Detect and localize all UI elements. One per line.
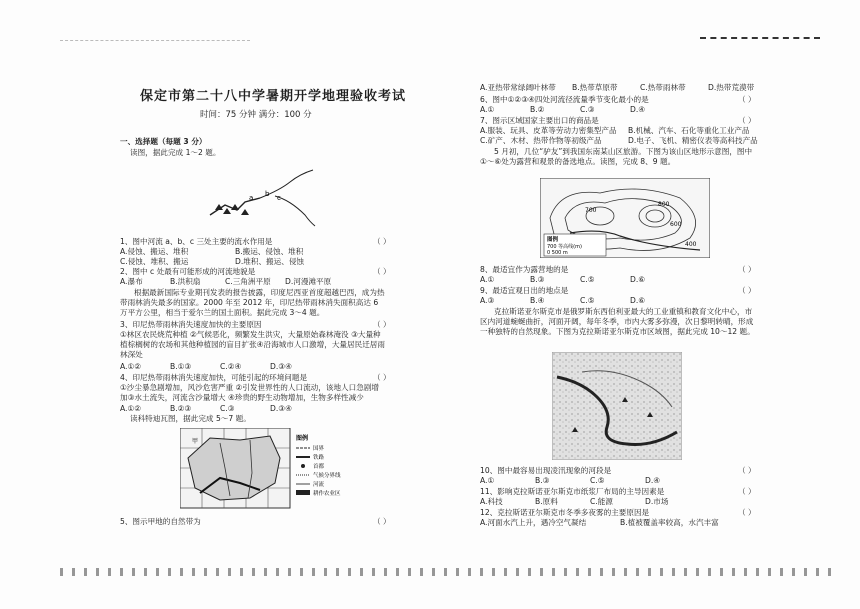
section-heading: 一、选择题（每题 3 分） (120, 137, 207, 146)
contour-label: 700 (585, 207, 597, 214)
contour-map (540, 178, 710, 258)
question-intro: 读科特迪瓦图，据此完成 5～7 题。 (130, 414, 251, 423)
answer-paren: （ ） (373, 320, 391, 329)
question-3: 3、印尼热带雨林消失速度加快的主要原因 (120, 320, 262, 329)
option-a: A.科技 (480, 497, 503, 506)
answer-paren: （ ） (373, 267, 391, 276)
answer-paren: （ ） (738, 286, 756, 295)
legend-farming: 耕作农业区 (313, 491, 341, 497)
option-b: B.洪积扇 (170, 277, 201, 286)
mountain-icon (215, 204, 249, 215)
question-6: 6、图中①②③④四处河流径流量季节变化最小的是 (480, 95, 649, 104)
option-a: A.服装、玩具、皮革等劳动力密集型产品 (480, 126, 617, 135)
option-b: B.原料 (535, 497, 558, 506)
answer-paren: （ ） (738, 265, 756, 274)
question-9: 9、最适宜观日出的地点是 (480, 286, 569, 295)
legend-scale: 0 500 m (547, 250, 568, 256)
map-label-jia: 甲 (192, 438, 199, 445)
question-4-statements: ①沙尘暴急剧增加，风沙危害严重 ②引发世界性的人口流动，该地人口急剧增加③水土流失，河流含沙量增大 ④珍贵的野生动物增加，生物多样性减少 (120, 383, 380, 402)
option-a: A.① (480, 476, 495, 485)
option-b: B.③ (535, 476, 550, 485)
cote-divoire-map (180, 428, 370, 510)
legend-contour: 700 等高线(m) (547, 244, 582, 250)
legend-climate-line: 气候分界线 (313, 473, 341, 479)
coastline (275, 196, 315, 226)
option-a: A.③ (480, 296, 495, 305)
option-b: B.热带草原带 (572, 83, 618, 92)
legend-railway: 铁路 (313, 455, 325, 461)
option-c: C.侵蚀、堆积、搬运 (120, 257, 189, 266)
legend-capital: 首都 (313, 464, 325, 470)
question-intro: 读图，据此完成 1～2 题。 (130, 148, 221, 157)
contour-label: 400 (685, 241, 697, 248)
exam-meta: 时间：75 分钟 满分：100 分 (200, 110, 312, 120)
question-10: 10、图中最容易出现凌汛现象的河段是 (480, 466, 612, 475)
option-a: A.①② (120, 404, 142, 413)
option-b: B.①③ (170, 362, 192, 371)
option-d: D.④ (630, 105, 646, 114)
scan-noise (60, 568, 840, 576)
option-d: D.④ (645, 476, 661, 485)
option-a: A.河面水汽上升，遇冷空气凝结 (480, 518, 587, 527)
option-a: A.瀑布 (120, 277, 143, 286)
legend-border: 国界 (313, 446, 325, 452)
option-a: A.侵蚀、搬运、堆积 (120, 247, 189, 256)
option-a: A.亚热带常绿阔叶林带 (480, 83, 556, 92)
question-3-statements: ①林区农民烧荒种植 ②气候恶化，频繁发生洪灾，大量原始森林淹没 ③大量种植棕榈树的农场和其他种植园的盲目扩张④沿海城市人口激增，大量居民迁居雨林深处 (120, 330, 385, 359)
option-b: B.植被覆盖率较高，水汽丰富 (620, 518, 719, 527)
option-b: B.搬运、侵蚀、堆积 (235, 247, 304, 256)
question-1: 1、图中河流 a、b、c 三处主要的流水作用是 (120, 237, 273, 246)
option-b: B.② (530, 105, 545, 114)
river-sketch-map (205, 160, 325, 230)
option-c: C.热带雨林带 (640, 83, 686, 92)
question-4: 4、印尼热带雨林消失速度加快，可能引起的环境问题是 (120, 373, 308, 382)
contour-label: 600 (670, 221, 682, 228)
option-d: D.③④ (270, 362, 292, 371)
option-c: C.⑤ (590, 476, 605, 485)
option-c: C.③ (580, 105, 595, 114)
option-c: C.⑤ (580, 275, 595, 284)
answer-paren: （ ） (738, 508, 756, 517)
option-c: C.能源 (590, 497, 613, 506)
passage-mountain: 5 月初，几位“驴友”到我国东南某山区旅游。下图为该山区地形示意图，图中①～⑥处为露营和观景的备选地点。读图，完成 8、9 题。 (480, 147, 753, 166)
option-c: C.③ (220, 404, 235, 413)
option-d: D.⑥ (630, 275, 646, 284)
krasnoyarsk-region-map (552, 352, 682, 460)
option-b: B.机械、汽车、石化等重化工业产品 (628, 126, 750, 135)
map-label-a: a (249, 194, 254, 202)
exam-title: 保定市第二十八中学暑期开学地理验收考试 (140, 89, 407, 104)
answer-paren: （ ） (738, 116, 756, 125)
answer-paren: （ ） (738, 466, 756, 475)
question-12: 12、克拉斯诺亚尔斯克市冬季多夜雾的主要原因是 (480, 508, 650, 517)
legend-title: 图例 (296, 435, 309, 442)
scan-artifact (700, 37, 820, 39)
option-b: B.④ (530, 296, 545, 305)
question-7: 7、图示区域国家主要出口的商品是 (480, 116, 599, 125)
question-5: 5、图示甲地的自然带为 (120, 517, 201, 526)
option-d: D.河漫滩平原 (285, 277, 332, 286)
passage-krasnoyarsk: 克拉斯诺亚尔斯克市是俄罗斯东西伯利亚最大的工业重镇和教育文化中心，市区内河道蜿蜒曲折，河面开阔，每年冬季，市内大雾多弥漫，次日黎明转晴，形成一种独特的自然现象。下图为克拉斯诺亚尔斯克市区域图，据此完成 10～12 题。 (480, 307, 755, 336)
scan-artifact (60, 40, 250, 41)
answer-paren: （ ） (738, 487, 756, 496)
option-a: A.① (480, 275, 495, 284)
passage-rainforest: 根据最新国际专业期刊发表的报告披露，印度尼西亚首度超越巴西，成为热带雨林消失最多的国家。2000 年至 2012 年，印尼热带雨林消失面积高达 6 万平方公里，相当于爱尔兰的国土面积。据此完成 3～4 题。 (120, 288, 385, 317)
option-c: C.②④ (220, 362, 242, 371)
option-b: B.②③ (170, 404, 192, 413)
option-d: D.堆积、搬运、侵蚀 (235, 257, 305, 266)
question-2: 2、图中 c 处最有可能形成的河流地貌是 (120, 267, 256, 276)
option-d: D.电子、飞机、精密仪表等高科技产品 (628, 136, 758, 145)
legend-swatch (296, 490, 310, 495)
option-b: B.③ (530, 275, 545, 284)
option-d: D.市场 (645, 497, 669, 506)
answer-paren: （ ） (373, 237, 391, 246)
option-a: A.① (480, 105, 495, 114)
legend-title: 图例 (547, 237, 559, 243)
question-11: 11、影响克拉斯诺亚尔斯克市纸浆厂布局的主导因素是 (480, 487, 665, 496)
map-label-c: c (277, 194, 281, 202)
option-d: D.⑥ (630, 296, 646, 305)
contour-label: 800 (658, 201, 670, 208)
answer-paren: （ ） (738, 95, 756, 104)
legend-river: 河流 (313, 482, 325, 488)
option-a: A.①② (120, 362, 142, 371)
question-8: 8、最适宜作为露营地的是 (480, 265, 569, 274)
legend-swatch (301, 464, 305, 468)
option-c: C.⑤ (580, 296, 595, 305)
answer-paren: （ ） (373, 517, 391, 526)
answer-paren: （ ） (373, 373, 391, 382)
option-d: D.③④ (270, 404, 292, 413)
option-c: C.矿产、木材、热带作物等初级产品 (480, 136, 602, 145)
option-d: D.热带荒漠带 (708, 83, 755, 92)
option-c: C.三角洲平原 (225, 277, 271, 286)
map-label-b: b (265, 190, 270, 198)
